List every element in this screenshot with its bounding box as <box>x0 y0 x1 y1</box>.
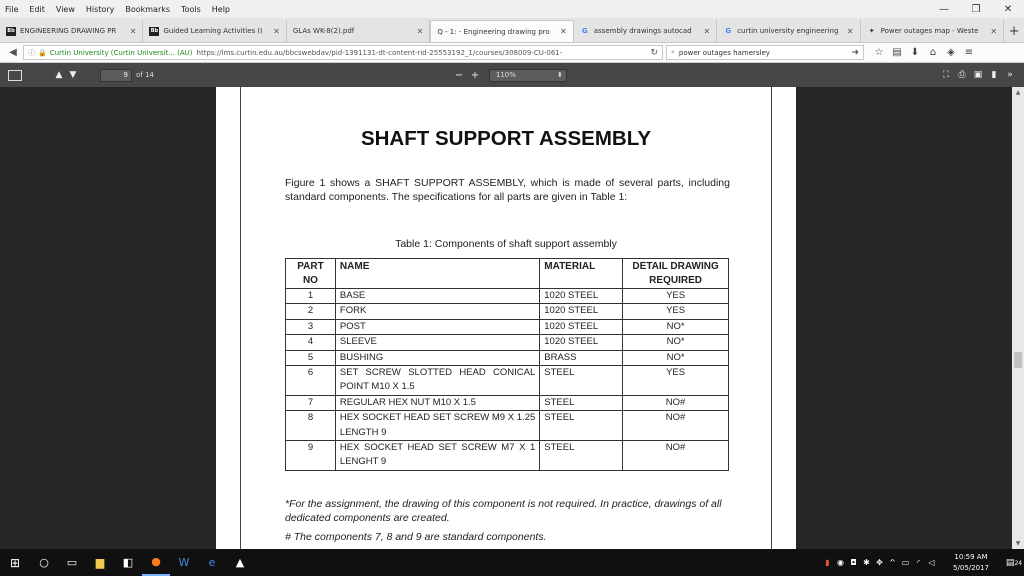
part-detail: NO* <box>623 319 729 334</box>
volume-icon[interactable]: ◁ <box>928 558 935 567</box>
part-material: 1020 STEEL <box>540 289 623 304</box>
tab-title: assembly drawings autocad <box>593 27 692 35</box>
close-tab-icon[interactable]: ✕ <box>129 26 137 36</box>
minimize-button[interactable]: — <box>939 3 949 15</box>
previous-page-icon[interactable]: ▲ <box>55 70 63 80</box>
system-tray <box>821 552 1024 574</box>
part-name: BASE <box>335 289 539 304</box>
menu-history[interactable]: History <box>85 4 115 14</box>
file-explorer-icon[interactable]: ▆ <box>95 556 105 569</box>
back-arrow-icon[interactable]: ◀ <box>9 47 17 58</box>
table-row <box>286 441 729 471</box>
tools-menu-icon[interactable]: » <box>1007 70 1013 80</box>
window-controls <box>928 4 1024 15</box>
word-icon[interactable]: W <box>178 556 190 569</box>
edge-icon[interactable]: e <box>208 556 216 569</box>
page-number-input[interactable]: 9 <box>100 69 132 82</box>
document-title: SHAFT SUPPORT ASSEMBLY <box>360 127 652 150</box>
pdf-tools <box>938 70 1018 80</box>
menu-view[interactable]: View <box>55 4 75 14</box>
part-material: STEEL <box>540 441 623 471</box>
tab-title: Q - 1: - Engineering drawing pro <box>437 27 550 36</box>
menu-bar <box>0 0 1024 18</box>
task-view-icon[interactable]: ▭ <box>66 556 78 569</box>
bluetooth-icon[interactable]: ✱ <box>863 558 870 567</box>
menu-tools[interactable]: Tools <box>181 4 201 14</box>
battery-icon[interactable]: ▭ <box>901 558 910 567</box>
table-row <box>286 304 729 319</box>
windows-start-icon[interactable]: ⊞ <box>9 555 21 570</box>
table-row <box>286 411 729 441</box>
part-name: HEX SOCKET HEAD SET SCREW M7 X 1 LENGHT 9 <box>335 441 539 471</box>
tab-engineering-drawing-problem[interactable] <box>430 20 573 42</box>
blackboard-icon: Bb <box>7 28 15 34</box>
part-detail: YES <box>623 304 729 319</box>
tray-icons <box>821 558 938 567</box>
close-window-button[interactable]: ✕ <box>1003 3 1013 15</box>
wifi-icon[interactable]: ◜ <box>916 558 921 567</box>
header-name: NAME <box>335 259 539 289</box>
part-name: SET SCREW SLOTTED HEAD CONICAL POINT M10 X 1.5 <box>335 366 539 396</box>
save-icon[interactable]: ▣ <box>973 70 983 80</box>
header-part-no: PART NO <box>286 259 336 289</box>
table-row <box>286 335 729 350</box>
search-go-icon[interactable]: ➜ <box>851 47 859 58</box>
zoom-select[interactable] <box>489 69 567 82</box>
search-bar[interactable] <box>666 45 864 60</box>
tray-app-icon[interactable]: ◉ <box>837 558 844 567</box>
tab-curtin-engineering[interactable] <box>717 20 860 42</box>
download-icon[interactable]: ⬇ <box>910 47 920 58</box>
tab-guided-learning[interactable] <box>143 20 286 42</box>
menu-help[interactable]: Help <box>211 4 231 14</box>
part-name: SLEEVE <box>335 335 539 350</box>
pocket-icon[interactable]: ◈ <box>947 47 955 58</box>
footnote-not-required: *For the assignment, the drawing of this component is not required. In practice, drawings of all dedicated components are created. <box>285 498 722 524</box>
close-tab-icon[interactable]: ✕ <box>273 26 280 36</box>
lock-icon[interactable]: 🔒 <box>38 48 47 57</box>
reload-icon[interactable]: ↻ <box>650 47 658 58</box>
menu-edit[interactable]: Edit <box>29 4 45 14</box>
menu-bookmarks[interactable]: Bookmarks <box>125 4 171 14</box>
zoom-out-button[interactable]: − <box>454 69 464 81</box>
pdf-toolbar <box>0 63 1024 87</box>
store-icon[interactable]: ◧ <box>122 556 134 569</box>
tab-title: Guided Learning Activities (I <box>163 27 263 35</box>
taskbar <box>0 549 1024 576</box>
table-row <box>286 289 729 304</box>
tab-glas-pdf[interactable] <box>287 20 430 42</box>
part-name: BUSHING <box>335 350 539 365</box>
part-name: POST <box>335 319 539 334</box>
new-tab-button[interactable]: + <box>1008 23 1020 39</box>
footnote-standard-components: # The components 7, 8 and 9 are standard components. <box>285 531 547 543</box>
table-caption: Table 1: Components of shaft support assembly <box>395 238 617 250</box>
part-detail: NO# <box>623 395 729 410</box>
tab-title: Power outages map - Weste <box>880 27 979 35</box>
next-page-icon[interactable]: ▼ <box>69 70 77 80</box>
part-material: STEEL <box>540 395 623 410</box>
part-no: 5 <box>286 350 336 365</box>
table-header-row <box>286 259 729 289</box>
part-no: 3 <box>286 319 336 334</box>
table-row <box>286 395 729 410</box>
scrollbar-thumb[interactable] <box>1014 352 1022 368</box>
tab-title: curtin university engineering <box>737 27 839 35</box>
settings-icon[interactable]: ✥ <box>876 558 883 567</box>
restore-button[interactable]: ❐ <box>971 3 981 15</box>
tab-title: GLAs WK-8(2).pdf <box>292 27 355 35</box>
show-hidden-icons-icon[interactable]: ^ <box>889 558 896 567</box>
part-material: BRASS <box>540 350 623 365</box>
url-bar[interactable] <box>23 45 663 60</box>
fullscreen-icon[interactable]: ⛶ <box>942 70 950 80</box>
part-name: FORK <box>335 304 539 319</box>
vertical-scrollbar[interactable] <box>1012 87 1024 549</box>
page-total: of 14 <box>136 71 154 79</box>
close-tab-icon[interactable]: ✕ <box>990 26 998 36</box>
navigation-bar <box>0 43 1024 63</box>
part-no: 8 <box>286 411 336 441</box>
firefox-icon[interactable]: ● <box>142 549 170 576</box>
chevron-down-icon: ⬍ <box>557 70 563 79</box>
pdf-viewer <box>0 87 1024 549</box>
notification-center-icon[interactable]: ▤24 <box>1005 557 1023 568</box>
components-table <box>285 258 729 471</box>
part-detail: YES <box>623 289 729 304</box>
pdf-page <box>216 87 796 549</box>
menu-file[interactable]: File <box>5 4 19 14</box>
part-no: 1 <box>286 289 336 304</box>
part-material: 1020 STEEL <box>540 304 623 319</box>
reading-list-icon[interactable]: ▤ <box>892 47 902 58</box>
defender-icon[interactable]: ◘ <box>850 558 857 567</box>
scroll-up-icon[interactable]: ▲ <box>1015 89 1021 96</box>
blackboard-icon: Bb <box>150 28 159 34</box>
cortana-icon[interactable]: ○ <box>39 556 49 569</box>
photos-icon[interactable]: ▲ <box>235 556 245 569</box>
sidebar-toggle-icon[interactable] <box>8 70 22 81</box>
tab-title: ENGINEERING DRAWING PR <box>20 27 117 35</box>
close-tab-icon[interactable]: ✕ <box>846 26 854 36</box>
intro-paragraph: Figure 1 shows a SHAFT SUPPORT ASSEMBLY, which is made of several parts, including standard components. The specifications for all parts are given in Table 1: <box>285 177 730 203</box>
zoom-in-button[interactable]: + <box>470 69 480 81</box>
scroll-down-icon[interactable]: ▼ <box>1015 540 1021 547</box>
tab-assembly-drawings[interactable] <box>574 20 717 42</box>
home-icon[interactable]: ⌂ <box>929 47 937 58</box>
part-material: 1020 STEEL <box>540 319 623 334</box>
part-no: 2 <box>286 304 336 319</box>
google-icon: G <box>725 27 732 35</box>
clock-date: 5/05/2017 <box>953 563 989 572</box>
table-row <box>286 350 729 365</box>
close-tab-icon[interactable]: ✕ <box>560 27 567 36</box>
zoom-value: 110% <box>495 70 516 79</box>
notification-count: 24 <box>1014 559 1023 567</box>
part-material: STEEL <box>540 366 623 396</box>
print-icon[interactable]: ⎙ <box>958 70 966 80</box>
nav-toolbar-icons <box>870 47 978 58</box>
tab-bar <box>0 18 1024 43</box>
part-no: 9 <box>286 441 336 471</box>
part-detail: NO* <box>623 335 729 350</box>
google-icon: G <box>581 27 588 35</box>
search-input[interactable] <box>679 49 852 57</box>
tab-power-outages[interactable] <box>861 20 1004 42</box>
page-nav <box>52 70 80 80</box>
part-detail: NO* <box>623 350 729 365</box>
part-detail: NO# <box>623 441 729 471</box>
zoom-controls <box>451 69 567 82</box>
bookmark-star-icon[interactable]: ☆ <box>874 47 884 58</box>
part-detail: YES <box>623 366 729 396</box>
table-row <box>286 319 729 334</box>
close-tab-icon[interactable]: ✕ <box>416 26 424 36</box>
part-name: REGULAR HEX NUT M10 X 1.5 <box>335 395 539 410</box>
tab-engineering-drawing[interactable] <box>0 20 143 42</box>
info-icon[interactable]: ⓘ <box>28 48 35 57</box>
power-icon: ✦ <box>868 27 875 35</box>
close-tab-icon[interactable]: ✕ <box>703 26 711 36</box>
clock-time: 10:59 AM <box>954 552 988 561</box>
part-no: 7 <box>286 395 336 410</box>
search-icon: ⌕ <box>671 48 675 56</box>
table-row <box>286 366 729 396</box>
bookmark-icon[interactable]: ▮ <box>991 70 997 80</box>
site-identity[interactable]: Curtin University (Curtin Universit... (AU) <box>49 48 193 57</box>
clock[interactable] <box>938 552 1004 574</box>
part-material: STEEL <box>540 411 623 441</box>
hamburger-menu-icon[interactable]: ≡ <box>964 47 974 58</box>
part-no: 4 <box>286 335 336 350</box>
part-name: HEX SOCKET HEAD SET SCREW M9 X 1.25 LENGTH 9 <box>335 411 539 441</box>
part-detail: NO# <box>623 411 729 441</box>
header-material: MATERIAL <box>540 259 623 289</box>
header-detail-drawing: DETAIL DRAWING REQUIRED <box>623 259 729 289</box>
url-text[interactable]: https://lms.curtin.edu.au/bbcswebdav/pid-1391131-dt-content-rid-25553192_1/courses/308009-CU-061- <box>196 48 563 57</box>
part-no: 6 <box>286 366 336 396</box>
office-icon[interactable]: ▮ <box>825 558 830 567</box>
part-material: 1020 STEEL <box>540 335 623 350</box>
